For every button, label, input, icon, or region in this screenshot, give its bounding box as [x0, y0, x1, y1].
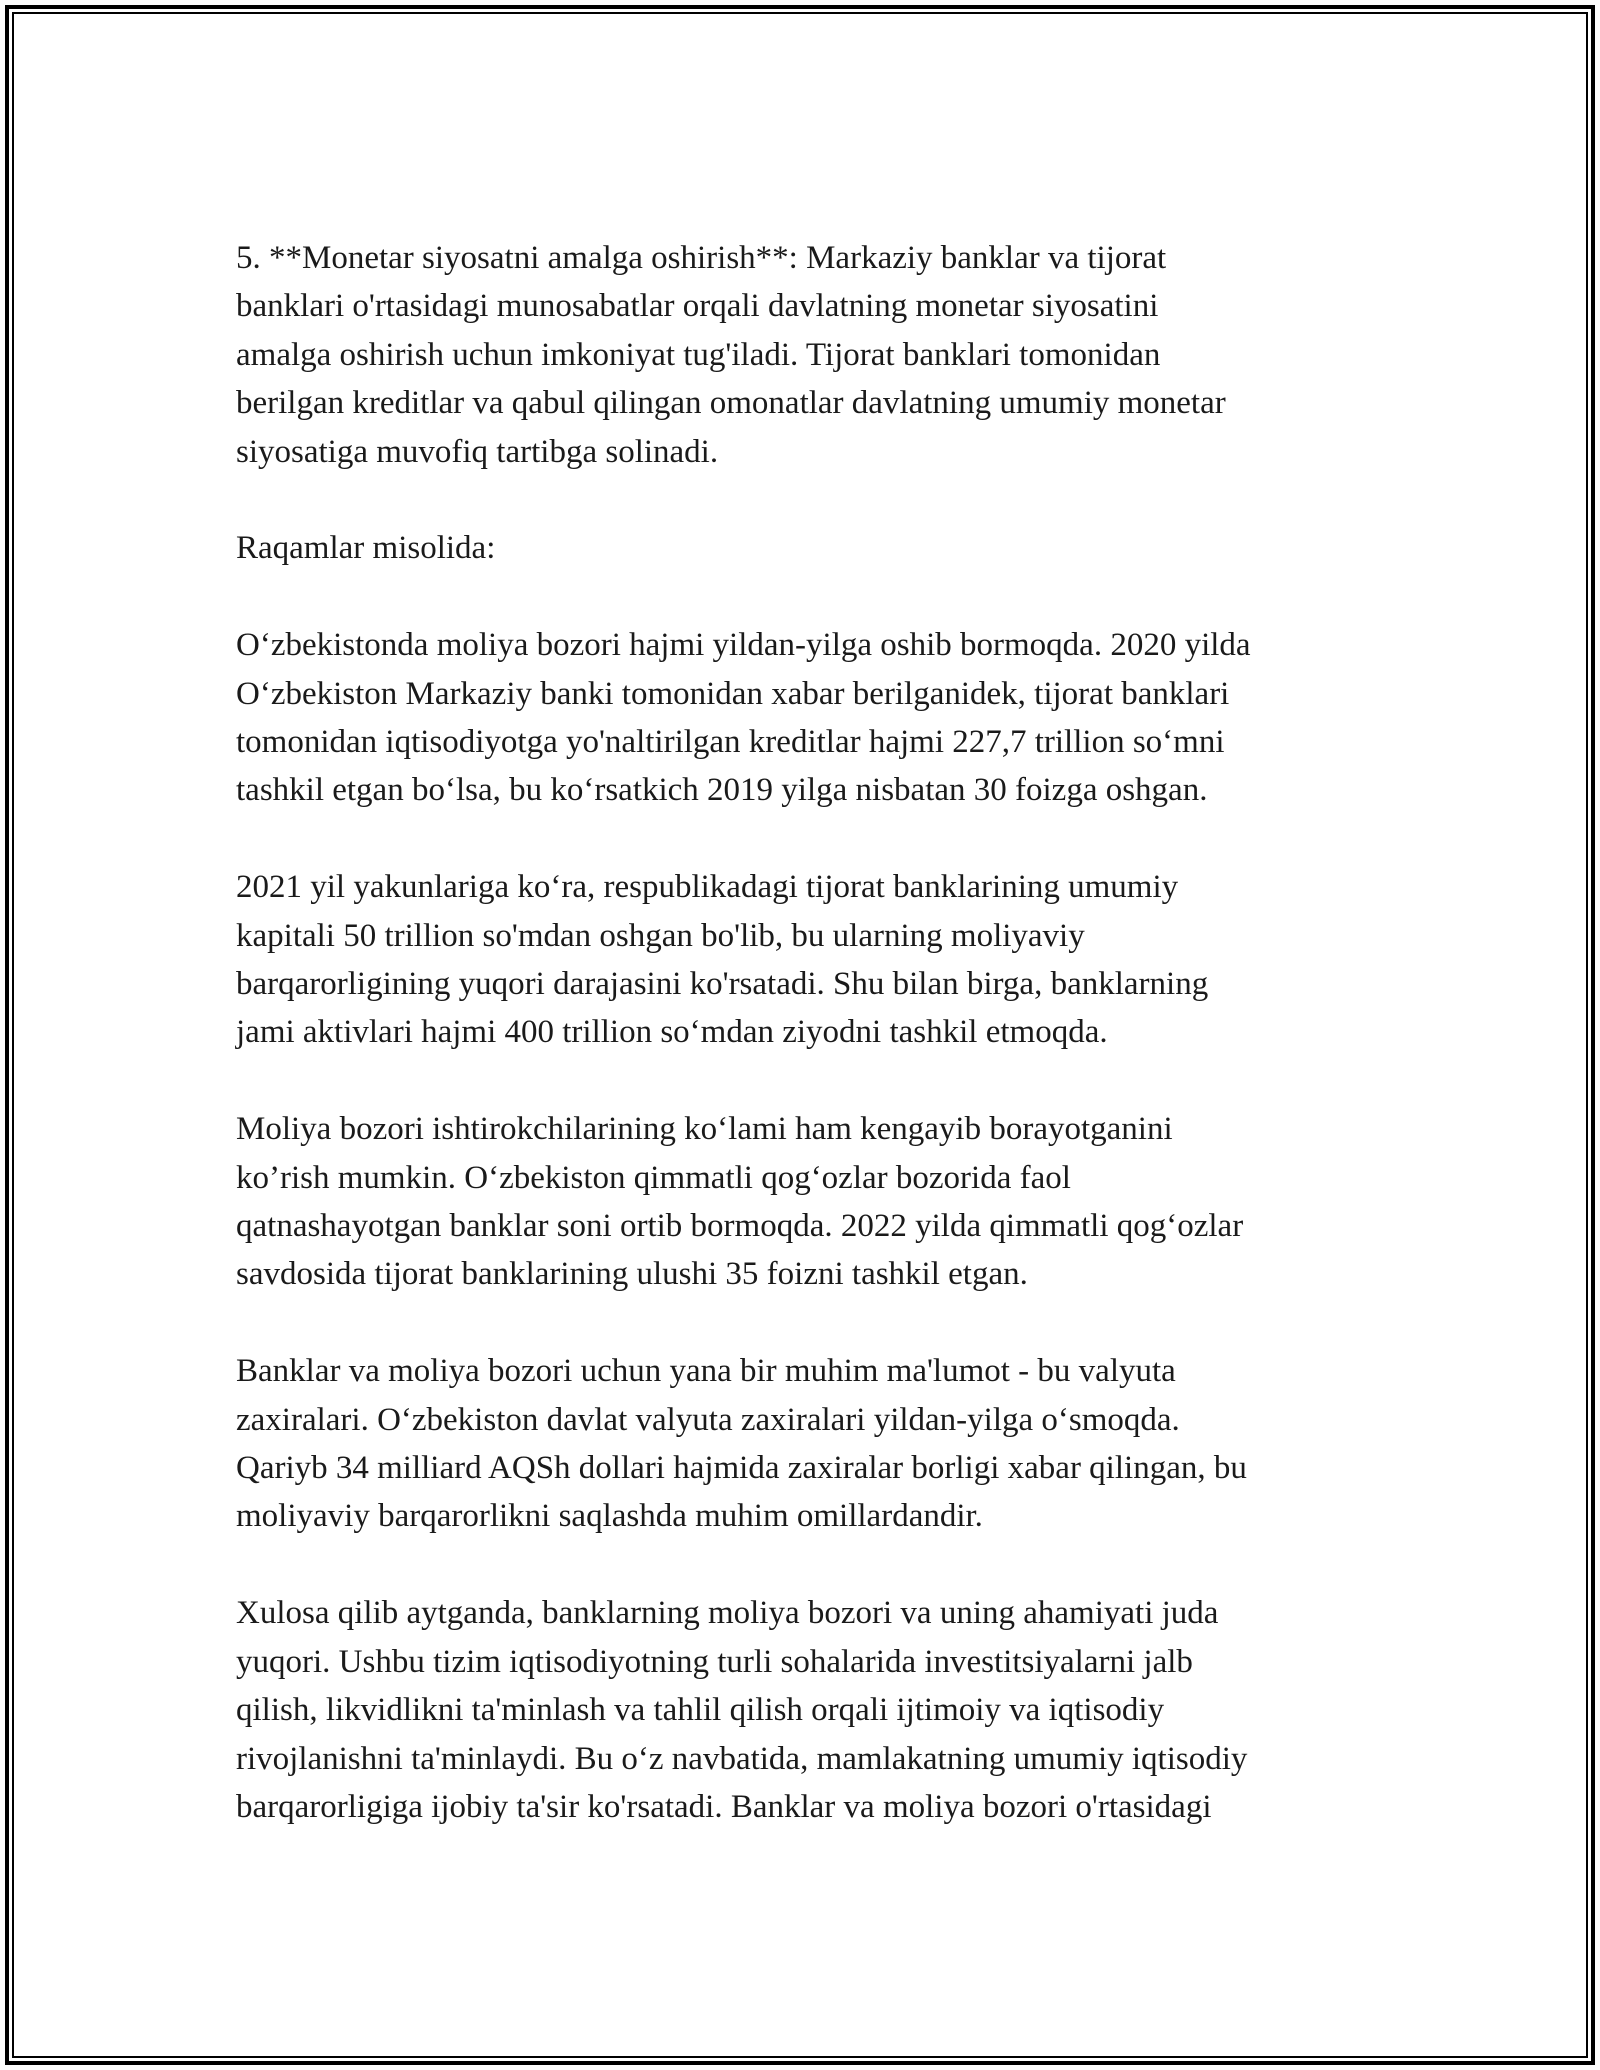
text-line: jami aktivlari hajmi 400 trillion so‘mdan ziyodni tashkil etmoqda. [236, 1014, 1108, 1051]
paragraph-market-size [236, 621, 1386, 815]
text-line: qilish, likvidlikni ta'minlash va tahlil qilish orqali ijtimoiy va iqtisodiy [236, 1692, 1165, 1729]
text-line: qatnashayotgan banklar soni ortib bormoqda. 2022 yilda qimmatli qog‘ozlar [236, 1208, 1244, 1245]
text-line: berilgan kreditlar va qabul qilingan omonatlar davlatning umumiy monetar [236, 385, 1226, 422]
text-line: Qariyb 34 milliard AQSh dollari hajmida zaxiralar borligi xabar qilingan, bu [236, 1450, 1247, 1487]
text-line: Raqamlar misolida: [236, 530, 496, 567]
text-line: banklari o'rtasidagi munosabatlar orqali davlatning monetar siyosatini [236, 288, 1159, 325]
text-line: kapitali 50 trillion so'mdan oshgan bo'lib, bu ularning moliyaviy [236, 917, 1085, 954]
text-line: moliyaviy barqarorlikni saqlashda muhim omillardandir. [236, 1498, 983, 1535]
paragraph-monetary-policy [236, 234, 1386, 476]
text-line: barqarorligining yuqori darajasini ko'rsatadi. Shu bilan birga, banklarning [236, 966, 1209, 1003]
text-line: 2021 yil yakunlariga ko‘ra, respublikadagi tijorat banklarining umumiy [236, 869, 1179, 906]
text-line: 5. **Monetar siyosatni amalga oshirish**: Markaziy banklar va tijorat [236, 240, 1167, 276]
text-line: ko’rish mumkin. O‘zbekiston qimmatli qog‘ozlar bozorida faol [236, 1159, 1071, 1196]
text-line: yuqori. Ushbu tizim iqtisodiyotning turli sohalarida investitsiyalarni jalb [236, 1643, 1193, 1680]
text-line: tashkil etgan bo‘lsa, bu ko‘rsatkich 2019 yilga nisbatan 30 foizga oshgan. [236, 772, 1208, 809]
text-line: O‘zbekistonda moliya bozori hajmi yildan-yilga oshib bormoqda. 2020 yilda [236, 627, 1251, 664]
paragraph-bank-capital [236, 863, 1386, 1057]
text-line: O‘zbekiston Markaziy banki tomonidan xabar berilganidek, tijorat banklari [236, 675, 1230, 712]
text-line: Xulosa qilib aytganda, banklarning moliya bozori va uning ahamiyati juda [236, 1595, 1219, 1632]
text-line: Banklar va moliya bozori uchun yana bir muhim ma'lumot - bu valyuta [236, 1353, 1176, 1390]
text-line: savdosida tijorat banklarining ulushi 35 foizni tashkil etgan. [236, 1256, 1028, 1293]
paragraph-conclusion [236, 1589, 1386, 1831]
text-line: barqarorligiga ijobiy ta'sir ko'rsatadi. Banklar va moliya bozori o'rtasidagi [236, 1788, 1212, 1825]
paragraph-market-participants [236, 1105, 1386, 1299]
text-line: siyosatiga muvofiq tartibga solinadi. [236, 433, 719, 470]
text-line: tomonidan iqtisodiyotga yo'naltirilgan kreditlar hajmi 227,7 trillion so‘mni [236, 724, 1225, 761]
document-body [236, 234, 1386, 1831]
text-line: Moliya bozori ishtirokchilarining ko‘lami ham kengayib borayotganini [236, 1111, 1173, 1148]
text-line: rivojlanishni ta'minlaydi. Bu o‘z navbatida, mamlakatning umumiy iqtisodiy [236, 1740, 1248, 1777]
paragraph-numbers-heading [236, 524, 1386, 572]
text-line: zaxiralari. O‘zbekiston davlat valyuta zaxiralari yildan-yilga o‘smoqda. [236, 1401, 1180, 1438]
text-line: amalga oshirish uchun imkoniyat tug'iladi. Tijorat banklari tomonidan [236, 336, 1161, 373]
paragraph-currency-reserves [236, 1347, 1386, 1541]
